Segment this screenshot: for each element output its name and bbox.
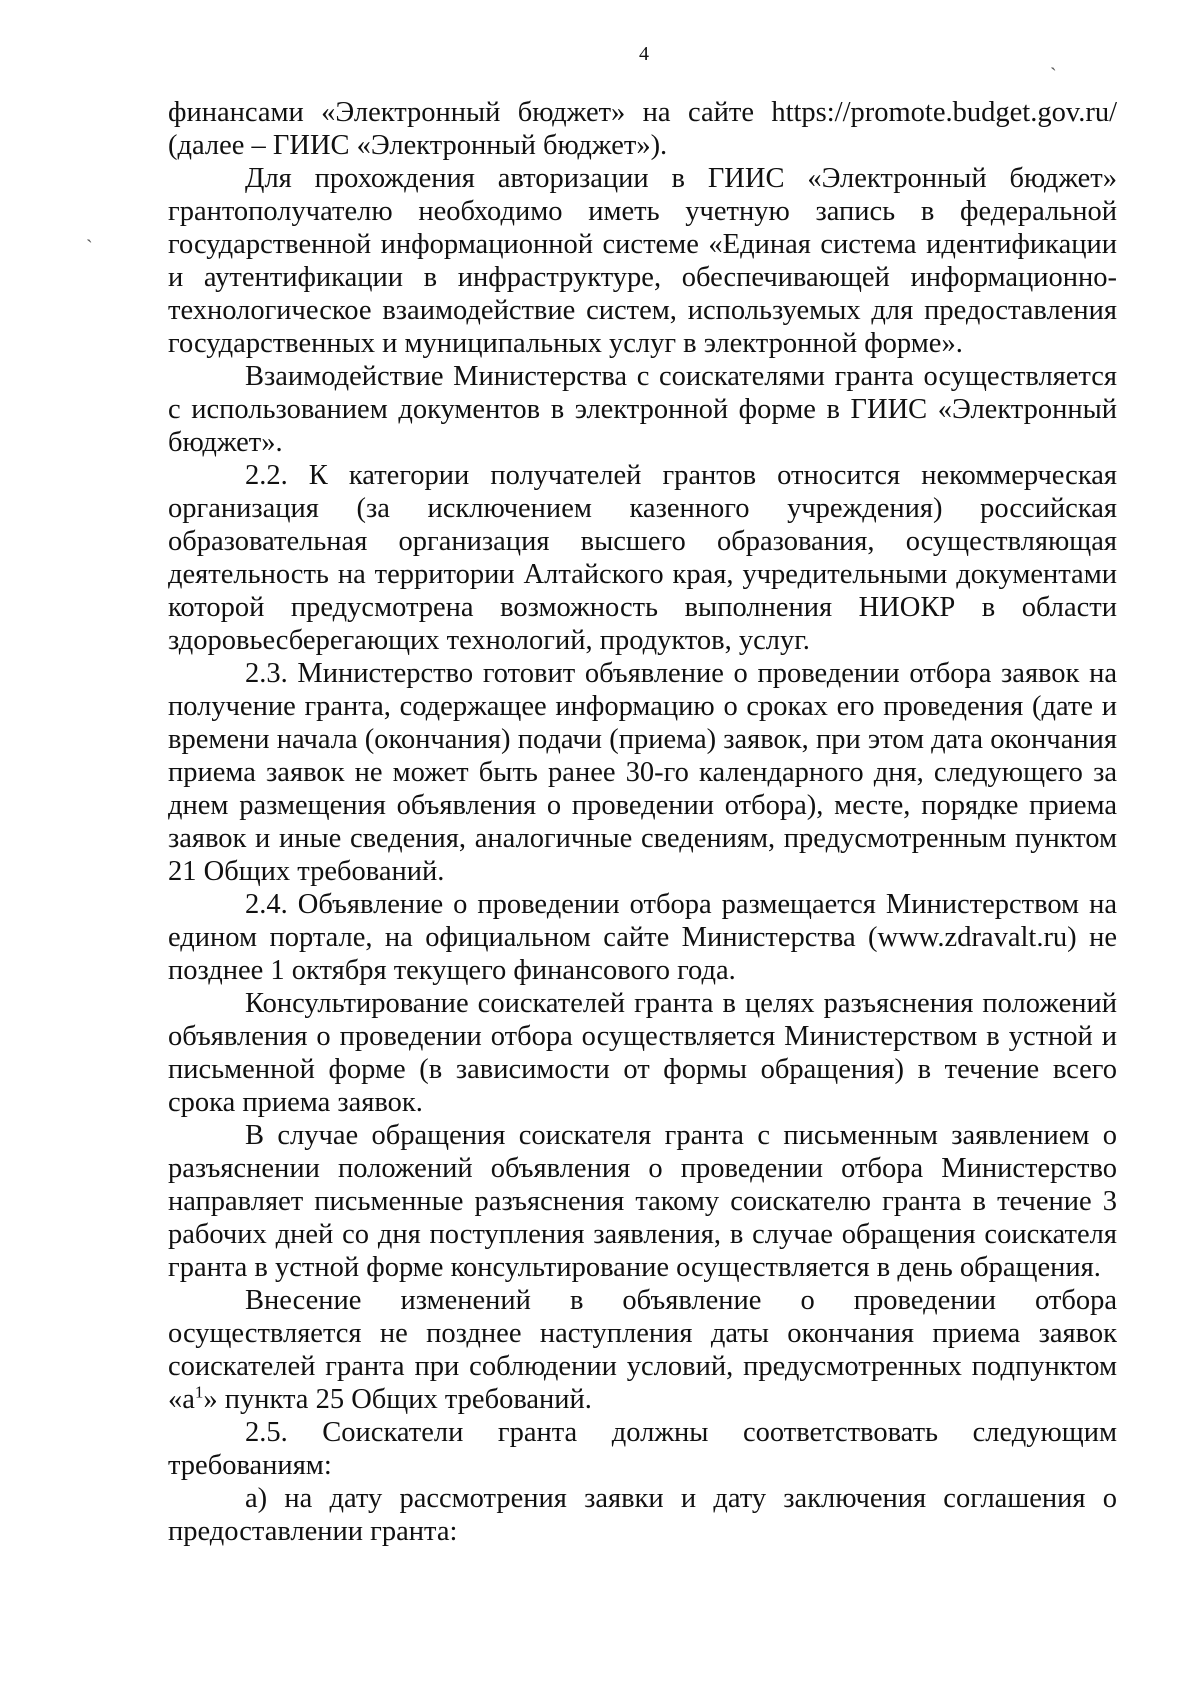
margin-mark: ˏ bbox=[86, 221, 93, 243]
paragraph-text: В случае обращения соискателя гранта с письменным заявлением о разъяснении положений объявления о проведении отбора Министерство направляет письменные разъяснения такому соискателю гранта в течение 3 рабочих дней со дня поступления заявления, в случае обращения соискателя гранта в устной форме консультирование осуществляется в день обращения. bbox=[168, 1120, 1117, 1283]
paragraph-2-5 bbox=[168, 1416, 1117, 1482]
paragraph-text: Для прохождения авторизации в ГИИС «Электронный бюджет» грантополучателю необходимо иметь учетную запись в федеральной государственной информационной системе «Единая система идентификации и аутентификации в инфраструктуре, обеспечивающей информационно-технологическое взаимодействие систем, используемых для предоставления государственных и муниципальных услуг в электронной форме». bbox=[168, 163, 1117, 359]
superscript: 1 bbox=[194, 1382, 204, 1402]
paragraph-2-4 bbox=[168, 888, 1117, 987]
paragraph-2-5-a bbox=[168, 1482, 1117, 1548]
margin-mark: ˏ bbox=[1050, 49, 1057, 71]
paragraph-consulting bbox=[168, 987, 1117, 1119]
paragraph-text: финансами «Электронный бюджет» на сайте https://promote.budget.gov.ru/ (далее – ГИИС «Электронный бюджет»). bbox=[168, 97, 1117, 161]
paragraph-interaction bbox=[168, 360, 1117, 459]
paragraph-authorization bbox=[168, 162, 1117, 360]
paragraph-text: 2.2. К категории получателей грантов относится некоммерческая организация (за исключением казенного учреждения) российская образовательная организация высшего образования, осуществляющая деятельность на территории Алтайского края, учредительными документами которой предусмотрена возможность выполнения НИОКР в области здоровьесберегающих технологий, продуктов, услуг. bbox=[168, 460, 1117, 656]
paragraph-text: 2.3. Министерство готовит объявление о проведении отбора заявок на получение гранта, содержащее информацию о сроках его проведения (дате и времени начала (окончания) подачи (приема) заявок, при этом дата окончания приема заявок не может быть ранее 30-го календарного дня, следующего за днем размещения объявления о проведении отбора), месте, порядке приема заявок и иные сведения, аналогичные сведениям, предусмотренным пунктом 21 Общих требований. bbox=[168, 658, 1117, 887]
paragraph-text: а) на дату рассмотрения заявки и дату заключения соглашения о предоставлении гранта: bbox=[168, 1483, 1117, 1547]
page-number: 4 bbox=[639, 43, 649, 65]
paragraph-written-request bbox=[168, 1119, 1117, 1284]
paragraph-text: Консультирование соискателей гранта в целях разъяснения положений объявления о проведении отбора осуществляется Министерством в устной и письменной форме (в зависимости от формы обращения) в течение всего срока приема заявок. bbox=[168, 988, 1117, 1118]
paragraph-text-after: » пункта 25 Общих требований. bbox=[203, 1384, 592, 1415]
paragraph-text: Взаимодействие Министерства с соискателями гранта осуществляется с использованием документов в электронной форме в ГИИС «Электронный бюджет». bbox=[168, 361, 1117, 458]
paragraph-continuation bbox=[168, 96, 1117, 162]
paragraph-2-3 bbox=[168, 657, 1117, 888]
paragraph-text: 2.4. Объявление о проведении отбора размещается Министерством на едином портале, на официальном сайте Министерства (www.zdravalt.ru) не позднее 1 октября текущего финансового года. bbox=[168, 889, 1117, 986]
document-body bbox=[168, 96, 1117, 1548]
paragraph-text: Внесение изменений в объявление о проведении отбора осуществляется не позднее наступления даты окончания приема заявок соискателей гранта при соблюдении условий, предусмотренных подпунктом «а bbox=[168, 1285, 1117, 1415]
paragraph-text: 2.5. Соискатели гранта должны соответствовать следующим требованиям: bbox=[168, 1417, 1117, 1481]
paragraph-amendments bbox=[168, 1284, 1117, 1416]
paragraph-2-2 bbox=[168, 459, 1117, 657]
